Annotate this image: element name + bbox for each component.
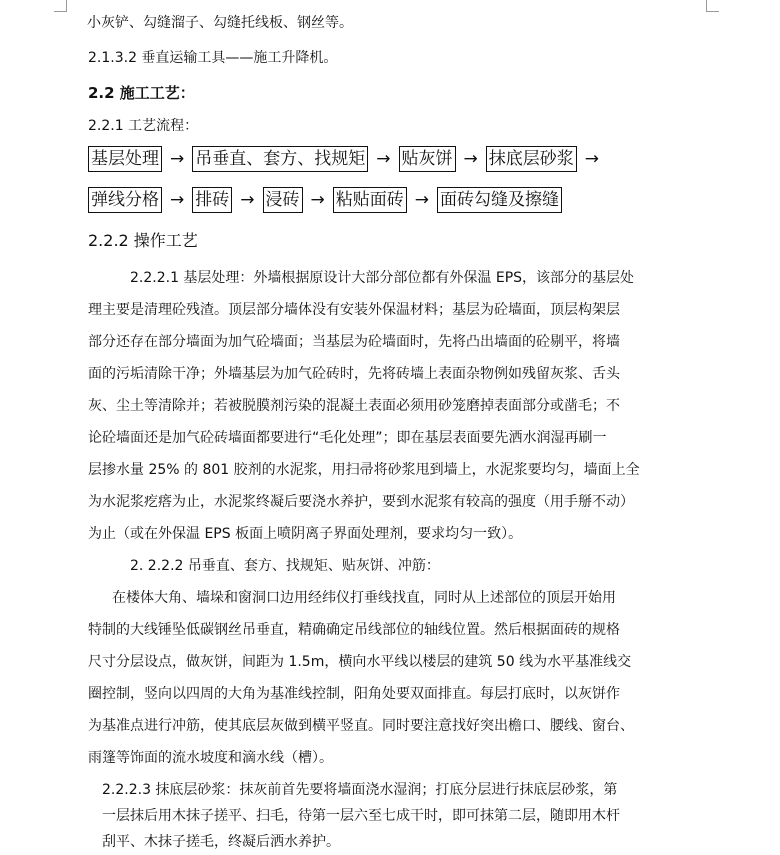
section-heading-2-2: 2.2 施工工艺： <box>88 84 195 102</box>
paragraph-line: 2.2.2.3 抹底层砂浆：抹灰前首先要将墙面浇水湿润；打底分层进行抹底层砂浆，第 <box>102 782 618 798</box>
page-corner-mark-left <box>54 0 67 12</box>
flow-step-box: 吊垂直、套方、找规矩 <box>192 146 368 172</box>
flow-arrow-icon: → <box>240 190 255 210</box>
subsection-label-2-2-1: 2.2.1 工艺流程： <box>88 118 199 134</box>
flow-arrow-icon: → <box>584 149 599 169</box>
flow-step-box: 贴灰饼 <box>399 146 456 172</box>
subsection-heading-2-2-2: 2.2.2 操作工艺 <box>88 231 198 250</box>
paragraph-line: 尺寸分层设点，做灰饼，间距为 1.5m，横向水平线以楼层的建筑 50 线为水平基准线交 <box>88 654 632 670</box>
flow-step-box: 面砖勾缝及擦缝 <box>437 187 562 213</box>
text-line: 2.1.3.2 垂直运输工具——施工升降机。 <box>88 50 338 66</box>
flow-arrow-icon: → <box>376 149 391 169</box>
paragraph-line: 论砼墙面还是加气砼砖墙面都要进行“毛化处理”；即在基层表面要先洒水润湿再刷一 <box>88 430 607 446</box>
paragraph-line: 在楼体大角、墙垛和窗洞口边用经纬仪打垂线找直，同时从上述部位的顶层开始用 <box>112 590 616 606</box>
subsection-title-2-2-2-2: 2. 2.2.2 吊垂直、套方、找规矩、贴灰饼、冲筋： <box>130 558 440 574</box>
text-line: 小灰铲、勾缝溜子、勾缝托线板、钢丝等。 <box>87 15 353 31</box>
flow-arrow-icon: → <box>170 149 185 169</box>
paragraph-line: 特制的大线锤坠低碳钢丝吊垂直，精确确定吊线部位的轴线位置。然后根据面砖的规格 <box>88 622 620 638</box>
paragraph-line: 灰、尘土等清除并；若被脱膜剂污染的混凝土表面必须用砂笼磨掉表面部分或凿毛；不 <box>88 398 620 414</box>
paragraph-line: 2.2.2.1 基层处理：外墙根据原设计大部分部位都有外保温 EPS，该部分的基层处 <box>130 270 635 286</box>
flow-step-box: 弹线分格 <box>88 187 162 213</box>
page-corner-mark-right <box>706 0 719 12</box>
flow-arrow-icon: → <box>310 190 325 210</box>
paragraph-line: 部分还存在部分墙面为加气砼墙面；当基层为砼墙面时，先将凸出墙面的砼剔平，将墙 <box>88 334 620 350</box>
paragraph-line: 面的污垢清除干净；外墙基层为加气砼砖时，先将砖墙上表面杂物例如残留灰浆、舌头 <box>88 366 620 382</box>
paragraph-line: 为水泥浆疙瘩为止，水泥浆终凝后要浇水养护，要到水泥浆有较高的强度（用手掰不动） <box>88 494 634 510</box>
paragraph-line: 层掺水量 25% 的 801 胶剂的水泥浆，用扫帚将砂浆甩到墙上，水泥浆要均匀，墙面上全 <box>88 462 640 478</box>
paragraph-line: 刮平、木抹子搓毛，终凝后洒水养护。 <box>102 834 340 850</box>
flow-step-box: 排砖 <box>192 187 232 213</box>
process-flow-row-1 <box>88 146 601 172</box>
process-flow-row-2 <box>88 187 562 213</box>
paragraph-line: 理主要是清理砼残渣。顶层部分墙体没有安装外保温材料；基层为砼墙面，顶层构架层 <box>88 302 620 318</box>
flow-arrow-icon: → <box>463 149 478 169</box>
flow-step-box: 粘贴面砖 <box>333 187 407 213</box>
paragraph-line: 为基准点进行冲筋，使其底层灰做到横平竖直。同时要注意找好突出檐口、腰线、窗台、 <box>88 718 634 734</box>
flow-step-box: 基层处理 <box>88 146 162 172</box>
flow-step-box: 抹底层砂浆 <box>486 146 577 172</box>
flow-step-box: 浸砖 <box>263 187 303 213</box>
flow-arrow-icon: → <box>170 190 185 210</box>
paragraph-line: 为止（或在外保温 EPS 板面上喷阴离子界面处理剂，要求均匀一致）。 <box>88 526 523 542</box>
paragraph-line: 雨篷等饰面的流水坡度和滴水线（槽）。 <box>88 750 333 766</box>
paragraph-line: 圈控制，竖向以四周的大角为基准线控制，阳角处要双面排直。每层打底时，以灰饼作 <box>88 686 620 702</box>
paragraph-line: 一层抹后用木抹子搓平、扫毛，待第一层六至七成干时，即可抹第二层，随即用木杆 <box>102 808 620 824</box>
flow-arrow-icon: → <box>414 190 429 210</box>
